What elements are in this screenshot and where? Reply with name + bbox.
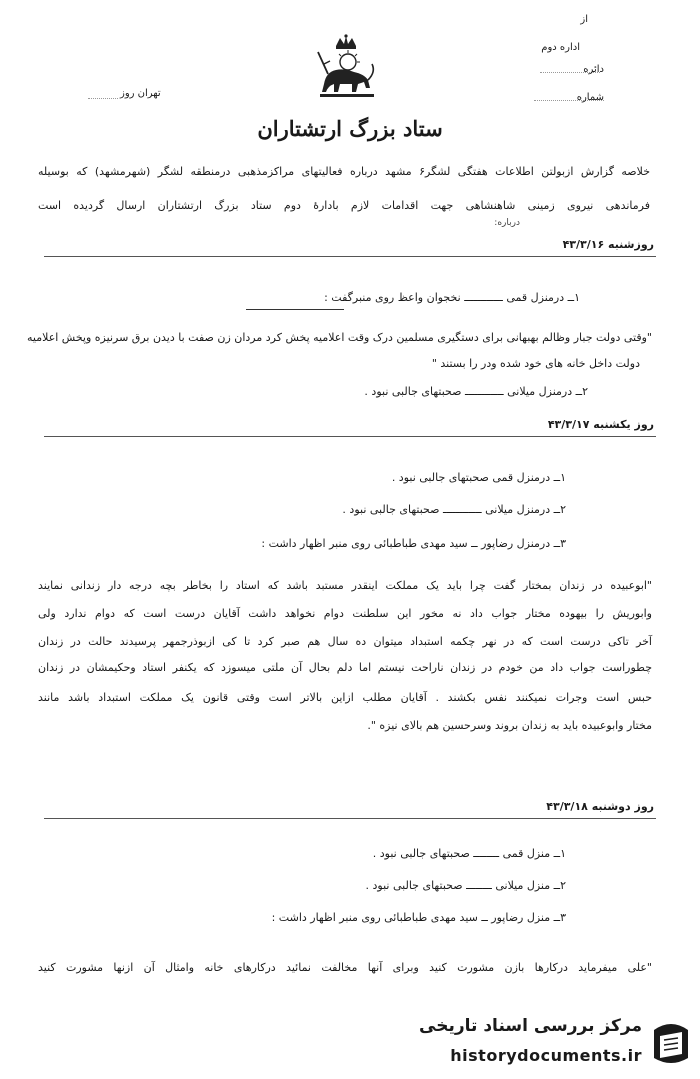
day-3-divider [44,818,656,819]
summary-line-1: خلاصه گزارش ازبولتن اطلاعات هفتگی لشگر۶ مشهد درباره فعالیتهای مراکزمذهبی درمنطقه لشگر (شهرمشهد) که بوسیله [38,165,651,178]
number-label: شماره [576,92,604,103]
day-2-quote-line-5: حبس است وجرات نمیکنند نفس بکشند . آقایان مطلب ازاین بالاتر است وقتی قانون یک مملکت استبداد باشد مانند [38,691,652,704]
office-label: اداره دوم [541,42,580,53]
from-label: از [580,14,588,25]
day-2-quote-line-2: وابوریش را بیهوده مختار جواب داد نه مخور این سلطنت دوام نخواهد داشت آقایان درست است که دوام ندارد ولی [38,607,652,620]
day-3-item-1: ۱ــ منزل قمی ــــــــ صحبتهای جالبی نبود . [372,847,566,860]
archive-logo-icon [648,1018,694,1072]
day-1-divider [44,256,656,257]
day-2-item-3: ۳ــ درمنزل رضاپور ــ سید مهدی طباطبائی روی منبر اظهار داشت : [261,537,566,550]
day-1-item-1: ۱ــ درمنزل قمی ــــــــــــ نخجوان واعظ روی منبرگفت : [324,291,580,304]
day-2-item-2: ۲ــ درمنزل میلانی ــــــــــــ صحبتهای جالبی نبود . [342,503,566,516]
department-label: دائره [583,64,604,75]
regarding-label: درباره: [494,218,520,228]
lion-and-sun-emblem-icon [310,32,382,104]
day-3-quote-line-1: "علی میفرماید درکارها بازن مشورت کنید وبرای آنها مخالفت نمائید درکارهای خانه وامثال آن ازنها مشورت کنید [38,961,652,974]
watermark [398,1008,700,1079]
day-2-quote-line-3: آخر تاکی درست است که در نهر چکمه استبداد میتوان ده سال هم صبر کرد تا کی ازبوذرجمهر پرسیدند حالت در زندان [38,635,652,648]
day-2-quote-line-1: "ابوعبیده در زندان بمختار گفت چرا باید یک مملکت اینقدر مستبد باشد که استاد را بخاطر بچه درجه دار زندانی نمایند [38,579,652,592]
day-2-quote-line-6: مختار وابوعبیده باید به زندان بروند وسرحسین هم بالای نیزه ". [367,719,652,732]
day-1-item-2: ۲ــ درمنزل میلانی ــــــــــــ صحبتهای جالبی نبود . [364,385,588,398]
day-2-item-1: ۱ــ درمنزل قمی صحبتهای جالبی نبود . [391,471,566,484]
watermark-url: historydocuments.ir [450,1046,642,1065]
day-3-item-2: ۲ــ منزل میلانی ــــــــ صحبتهای جالبی نبود . [365,879,566,892]
date-line [88,98,118,99]
day-2-divider [44,436,656,437]
day-1-date: روزشنبه ۴۳/۳/۱۶ [562,238,654,251]
day-2-date: روز یکشنبه ۴۳/۳/۱۷ [547,418,654,431]
day-2-quote-line-4: چطوراست جواب داد من خودم در زندان ناراحت نیستم اما دلم بحال آن ملتی میسوزد که یکنفر استاد وحکیمشان در زندان [38,661,652,674]
day-3-date: روز دوشنبه ۴۳/۳/۱۸ [546,800,654,813]
watermark-title: مرکز بررسی اسناد تاریخی [419,1016,642,1036]
day-3-item-3: ۳ــ منزل رضاپور ــ سید مهدی طباطبائی روی منبر اظهار داشت : [271,911,566,924]
day-1-quote-line-1: "وقتی دولت جبار وظالم بهبهانی برای دستگیری مسلمین درک وقت اعلامیه پخش کرد مردان زن صفت با دیدن برق سرنیزه وپخش اعلامیه [27,331,652,344]
underline-speaker [246,309,344,310]
day-1-quote-line-2: دولت داخل خانه های خود شده ودر را بستند " [431,357,640,370]
page-title: ستاد بزرگ ارتشتاران [257,116,443,141]
summary-line-2: فرماندهی نیروی زمینی شاهنشاهی جهت اقدامات لازم بادارهٔ دوم ستاد بزرگ ارتشتاران ارسال گردیده است [38,199,650,212]
city-day-label: تهران روز [120,88,161,99]
